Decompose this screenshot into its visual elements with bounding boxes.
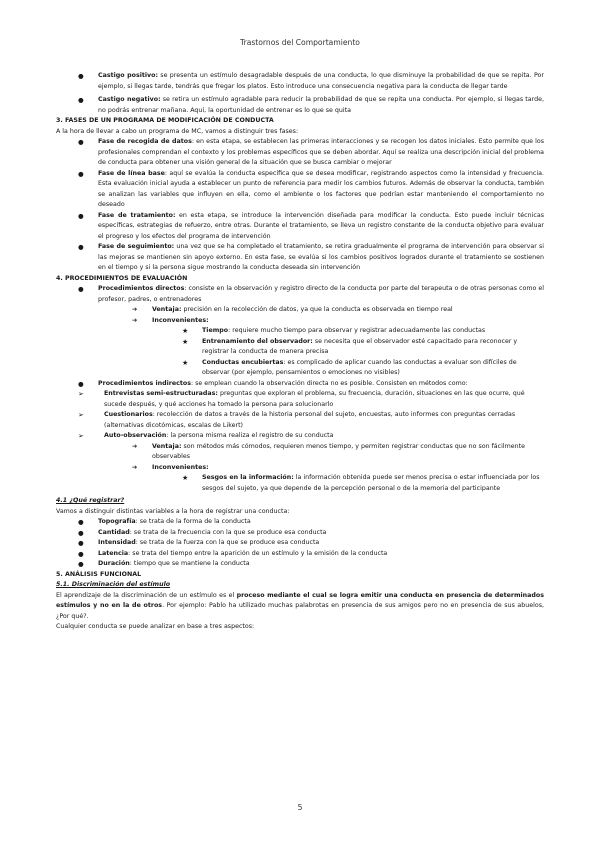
list-item: ● Latencia: se trata del tiempo entre la aparición de un estímulo y la emisión de la conducta: [78, 549, 388, 558]
section-heading: 3. FASES DE UN PROGRAMA DE MODIFICACIÓN DE CONDUCTA: [56, 117, 274, 124]
list-item: ● Fase de seguimiento: una vez que se ha completado el tratamiento, se retira gradualmente el programa de intervención para observar si las mejoras se mantienen sin apoyo externo. En esta fase, se evalúa si los cambios positivos logrados durante el tratamiento se sostienen en el tiempo y si la persona sigue mostrando la conducta deseada sin intervención: [56, 242, 544, 274]
arrow-icon: ➢: [78, 390, 84, 398]
bullet-icon: ●: [78, 211, 84, 220]
arrow-icon: ➔: [132, 316, 138, 324]
list-item: ➔ Inconvenientes:: [56, 463, 544, 474]
list-item: ● Cantidad: se trata de la frecuencia con la que se produce esa conducta: [78, 528, 327, 537]
page-header: Trastornos del Comportamiento: [240, 38, 360, 47]
list-item: ➢ Auto-observación: la persona misma realiza el registro de su conducta: [78, 432, 334, 440]
list-item: ➢ Entrevistas semi-estructuradas: preguntas que exploran el problema, su frecuencia, duración, situaciones en las que ocurre, qué sucede después, y qué acciones ha tomado la persona para solucionarlo: [56, 389, 544, 410]
list-item: ➔ Inconvenientes:: [56, 316, 544, 327]
list-item: ➔ Ventaja: son métodos más cómodos, requieren menos tiempo, y permiten registrar conductas que no son fácilmente observables: [56, 442, 544, 463]
arrow-icon: ➔: [132, 442, 138, 450]
bullet-icon: ●: [78, 243, 84, 251]
paragraph: A la hora de llevar a cabo un programa de MC, vamos a distinguir tres fases:: [56, 127, 299, 135]
list-item: ★ Conductas encubiertas: es complicado de aplicar cuando las conductas a evaluar son difíciles de observar (por ejemplo, pensamientos o emociones no visibles): [56, 358, 544, 379]
arrow-icon: ➢: [78, 432, 84, 440]
bullet-icon: ●: [78, 539, 84, 547]
bullet-icon: ●: [78, 285, 84, 293]
bullet-icon: ●: [78, 138, 84, 146]
paragraph: Cualquier conducta se puede analizar en base a tres aspectos:: [56, 623, 255, 630]
section-heading: 4. PROCEDIMIENTOS DE EVALUACIÓN: [56, 274, 188, 282]
list-item: ● Castigo negativo: se retira un estímulo agradable para reducir la probabilidad de que se repita una conducta. Por ejemplo, si llegas tarde, no podrás entrenar mañana. Aquí, la oportunidad de entrenar es lo que se quita: [56, 95, 544, 116]
arrow-icon: ➔: [132, 306, 138, 313]
star-icon: ★: [182, 337, 189, 346]
list-item: ● Duración: tiempo que se mantiene la conducta: [78, 560, 250, 568]
star-icon: ★: [182, 474, 189, 482]
subsection-heading: 5.1. Discriminación del estímulo: [56, 581, 171, 588]
bullet-icon: ●: [78, 72, 84, 80]
bullet-icon: ●: [78, 518, 84, 526]
list-item: ● Fase de línea base: aquí se evalúa la conducta específica que se desea modificar, registrando aspectos como la intensidad y frecuencia. Esta evaluación inicial ayuda a establecer un punto de referencia para medir los cambios futuros. Además de observar la conducta, también se analizan las variables que influyen en ella, como el ambiente o los factores que podrían estar manteniendo el comportamiento no deseado: [56, 169, 544, 211]
bullet-icon: ●: [78, 96, 84, 104]
section-heading: 5. ANÁLISIS FUNCIONAL: [56, 570, 142, 578]
subsection-heading: 4.1 ¿Qué registrar?: [56, 497, 125, 504]
list-item: ● Procedimientos directos: consiste en la observación y registro directo de la conducta por parte del terapeuta o de otras personas como el profesor, padres, o entrenadores: [56, 284, 544, 305]
list-item: ➢ Cuestionarios: recolección de datos a través de la historia personal del sujeto, encuestas, auto informes con preguntas cerradas (alternativas dicotómicas, escalas de Likert): [56, 410, 544, 431]
arrow-icon: ➔: [132, 463, 138, 471]
list-item: ● Castigo positivo: se presenta un estímulo desagradable después de una conducta, lo que disminuye la probabilidad de que se repita. Por ejemplo, si llegas tarde, tendrás que fregar los platos. Esto introduce una consecuencia negativa para la conducta de llegar tarde: [56, 71, 544, 92]
bullet-icon: ●: [78, 560, 84, 568]
list-item: ★ Tiempo: requiere mucho tiempo para observar y registrar adecuadamente las conductas: [182, 327, 486, 335]
bullet-icon: ●: [78, 549, 84, 558]
list-item: ● Topografía: se trata de la forma de la conducta: [78, 518, 251, 526]
list-item: ● Intensidad: se trata de la fuerza con la que se produce esa conducta: [78, 539, 320, 547]
bullet-icon: ●: [78, 379, 84, 388]
list-item: ● Procedimientos indirectos: se emplean cuando la observación directa no es posible. Consisten en métodos como:: [78, 379, 468, 388]
list-item: ● Fase de recogida de datos: en esta etapa, se establecen las primeras interacciones y se recogen los datos iniciales. Esto permite que los profesionales comprendan el contexto y los problemas específicos que se deben abordar. Aquí se realiza una descripción inicial del problema de conducta para obtener una visión general de la situación que se busca cambiar o mejorar: [56, 137, 544, 169]
star-icon: ★: [182, 358, 189, 367]
list-item: ★ Entrenamiento del observador: se necesita que el observador esté capacitado para reconocer y registrar la conducta de manera precisa: [56, 337, 544, 358]
paragraph: Vamos a distinguir distintas variables a la hora de registrar una conducta:: [56, 507, 290, 515]
list-item: ● Fase de tratamiento: en esta etapa, se introduce la intervención diseñada para modificar la conducta. Esto puede incluir técnicas específicas, estrategias de refuerzo, entre otras. Durante el tratamiento, se lleva un registro constante de la conducta objetivo para evaluar el progreso y los efectos del programa de intervención: [56, 211, 544, 243]
bullet-icon: ●: [78, 169, 84, 178]
list-item: ➔ Ventaja: precisión en la recolección de datos, ya que la conducta es observada en tiempo real: [56, 305, 544, 316]
arrow-icon: ➢: [78, 411, 84, 419]
list-item: ★ Sesgos en la información: la información obtenida puede ser menos precisa o estar influenciada por los sesgos del sujeto, ya que depende de la percepción personal o de la memoria del participante: [56, 473, 544, 494]
paragraph: El aprendizaje de la discriminación de un estímulo es el proceso mediante el cual se logra emitir una conducta en presencia de determinados estímulos y no en la de otros. Por ejemplo: Pablo ha utilizado muchas palabrotas en presencia de sus amigos pero no en presencia de sus abuelos, ¿Por qué?.: [56, 591, 544, 620]
page-number: 5: [297, 803, 303, 812]
bullet-icon: ●: [78, 528, 84, 537]
star-icon: ★: [182, 327, 189, 335]
document-body: [56, 71, 544, 633]
